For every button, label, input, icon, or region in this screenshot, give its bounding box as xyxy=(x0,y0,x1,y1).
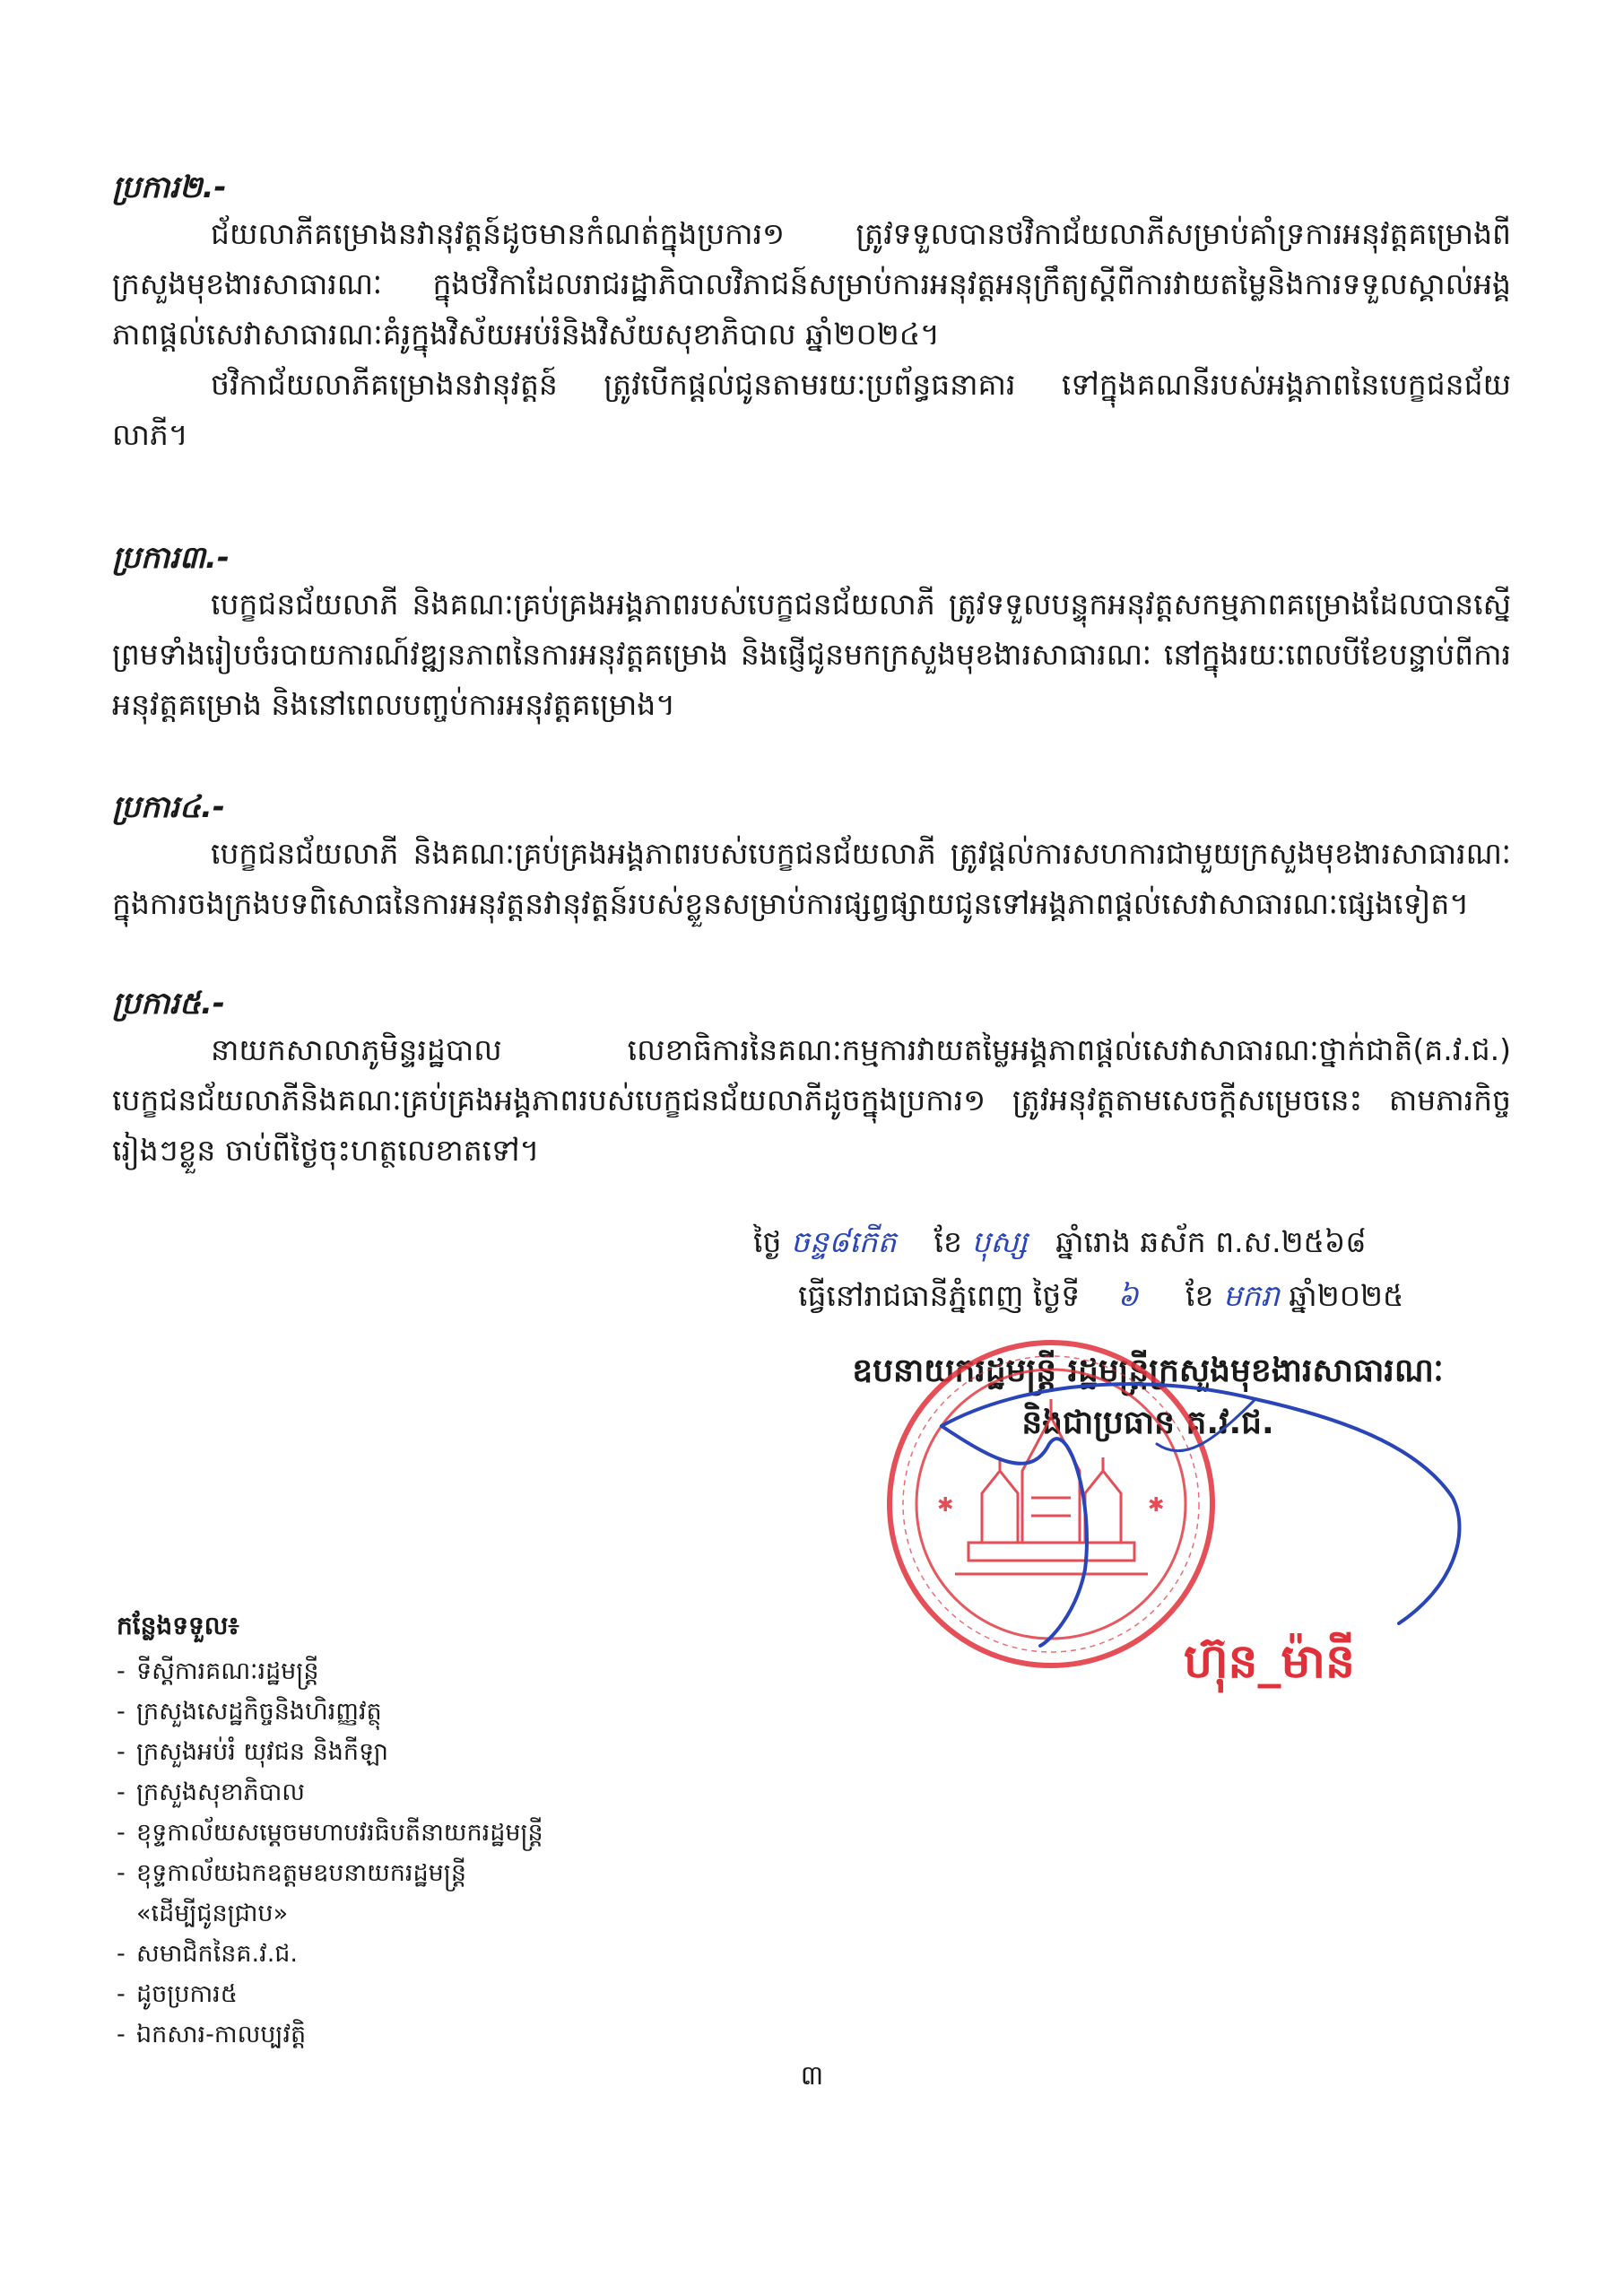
recipient-item: - ក្រសួងសុខាភិបាល xyxy=(117,1779,305,1806)
lunar-year: ឆ្នាំរោង ឆស័ក ព.ស.២៥៦៨ xyxy=(1055,1224,1367,1259)
recipients-block xyxy=(117,1605,690,2055)
recipient-item: - សមាជិកនៃគ.វ.ជ. xyxy=(117,1940,298,1968)
article-4 xyxy=(112,786,1511,929)
solar-day-handwritten: ៦ xyxy=(1117,1278,1139,1313)
lunar-day-label: ថ្ងៃ xyxy=(753,1224,782,1259)
signatory-title-line1: ឧបនាយករដ្ឋមន្ត្រី រដ្ឋមន្ត្រីក្រសួងមុខងារសាធារណៈ xyxy=(852,1352,1444,1389)
lunar-month-handwritten: បុស្ស xyxy=(971,1224,1028,1259)
recipient-item: - ក្រសួងសេដ្ឋកិច្ចនិងហិរញ្ញវត្ថុ xyxy=(117,1698,382,1726)
article-paragraph: នាយកសាលាភូមិន្ទរដ្ឋបាល លេខាធិការនៃគណៈកម្មការវាយតម្លៃអង្គភាពផ្តល់សេវាសាធារណៈថ្នាក់ជាតិ(គ.វ.ជ.) បេក្ខជនជ័យលាភីនិងគណៈគ្រប់គ្រងអង្គភាពរបស់បេក្ខជនជ័យលាភីដូចក្នុងប្រការ១ ត្រូវអនុវត្តតាមសេចក្តីសម្រេចនេះ តាមភារកិច្ចរៀងៗខ្លួន ចាប់ពីថ្ងៃចុះហត្ថលេខាតទៅ។ xyxy=(112,1032,1511,1168)
solar-month-label: ខែ xyxy=(1185,1278,1214,1313)
article-3 xyxy=(112,536,1511,730)
article-heading: ប្រការ៥.- xyxy=(112,986,225,1022)
lunar-month-label: ខែ xyxy=(934,1224,962,1259)
article-heading: ប្រការ៤.- xyxy=(112,789,225,825)
solar-year: ឆ្នាំ២០២៥ xyxy=(1289,1278,1404,1313)
recipient-item: - ឯកសារ-កាលប្បវត្តិ xyxy=(117,2021,307,2048)
handwritten-signature-icon xyxy=(915,1363,1471,1650)
article-5 xyxy=(112,982,1511,1176)
recipient-item: - ដូចប្រការ៥ xyxy=(117,1980,238,2008)
article-heading: ប្រការ២.- xyxy=(112,170,227,205)
svg-text:✱: ✱ xyxy=(1148,1494,1165,1517)
article-heading: ប្រការ៣.- xyxy=(112,540,230,576)
lunar-date-line xyxy=(735,1215,1515,1269)
article-paragraph: បេក្ខជនជ័យលាភី និងគណៈគ្រប់គ្រងអង្គភាពរបស់បេក្ខជនជ័យលាភី ត្រូវផ្តល់ការសហការជាមួយក្រសួងមុខងារសាធារណៈក្នុងការចងក្រងបទពិសោធនៃការអនុវត្តនវានុវត្តន៍របស់ខ្លួនសម្រាប់ការផ្សព្វផ្សាយជូនទៅអង្គភាពផ្តល់សេវាសាធារណៈផ្សេងទៀត។ xyxy=(112,836,1511,921)
recipients-list xyxy=(117,1651,690,2055)
recipient-sub-note: «ដើម្បីជូនជ្រាប» xyxy=(136,1900,289,1927)
article-paragraph: បេក្ខជនជ័យលាភី និងគណៈគ្រប់គ្រងអង្គភាពរបស់បេក្ខជនជ័យលាភី ត្រូវទទួលបន្ទុកអនុវត្តសកម្មភាពគម្រោងដែលបានស្នើ ព្រមទាំងរៀបចំរបាយការណ៍វឌ្ឍនភាពនៃការអនុវត្តគម្រោង និងផ្ញើជូនមកក្រសួងមុខងារសាធារណៈ នៅក្នុងរយៈពេលបីខែបន្ទាប់ពីការអនុវត្តគម្រោង និងនៅពេលបញ្ចប់ការអនុវត្តគម្រោង។ xyxy=(112,587,1511,722)
page-number: ៣ xyxy=(800,2060,824,2092)
article-paragraph: ថវិកាជ័យលាភីគម្រោងនវានុវត្តន៍ ត្រូវបើកផ្តល់ជូនតាមរយៈប្រព័ន្ធធនាគារ ទៅក្នុងគណនីរបស់អង្គភាពនៃបេក្ខជនជ័យលាភី។ xyxy=(112,367,1511,452)
recipient-item: - ខុទ្ទកាល័យសម្តេចមហាបវរធិបតីនាយករដ្ឋមន្ត្រី xyxy=(117,1819,543,1847)
signatory-title-line2: និងជាប្រធាន គ.វ.ជ. xyxy=(1021,1405,1274,1441)
date-block xyxy=(735,1215,1515,1323)
svg-text:✱: ✱ xyxy=(937,1494,954,1517)
solar-month-handwritten: មករា xyxy=(1222,1278,1280,1313)
signer-name: ហ៊ុន_ម៉ានី xyxy=(1184,1634,1356,1689)
article-2 xyxy=(112,166,1511,460)
recipient-item: - ខុទ្ទកាល័យឯកឧត្តមឧបនាយករដ្ឋមន្ត្រី xyxy=(117,1859,466,1887)
recipients-heading: កន្លែងទទួល៖ xyxy=(117,1611,239,1640)
recipient-item: - ទីស្តីការគណៈរដ្ឋមន្ត្រី xyxy=(117,1657,319,1685)
lunar-day-handwritten: ចន្ទ៨កើត xyxy=(790,1224,897,1259)
article-paragraph: ជ័យលាភីគម្រោងនវានុវត្តន៍ដូចមានកំណត់ក្នុងប្រការ១ ត្រូវទទួលបានថវិកាជ័យលាភីសម្រាប់គាំទ្រការអនុវត្តគម្រោងពីក្រសួងមុខងារសាធារណៈ ក្នុងថវិកាដែលរាជរដ្ឋាភិបាលវិភាជន៍សម្រាប់ការអនុវត្តអនុក្រឹត្យស្តីពីការវាយតម្លៃនិងការទទួលស្គាល់អង្គភាពផ្តល់សេវាសាធារណៈគំរូក្នុងវិស័យអប់រំនិងវិស័យសុខាភិបាល ឆ្នាំ២០២៤។ xyxy=(112,216,1511,352)
solar-date-line xyxy=(735,1269,1515,1323)
solar-place-day-label: ធ្វើនៅរាជធានីភ្នំពេញ ថ្ងៃទី xyxy=(798,1278,1081,1313)
recipient-item: - ក្រសួងអប់រំ យុវជន និងកីឡា xyxy=(117,1738,388,1766)
